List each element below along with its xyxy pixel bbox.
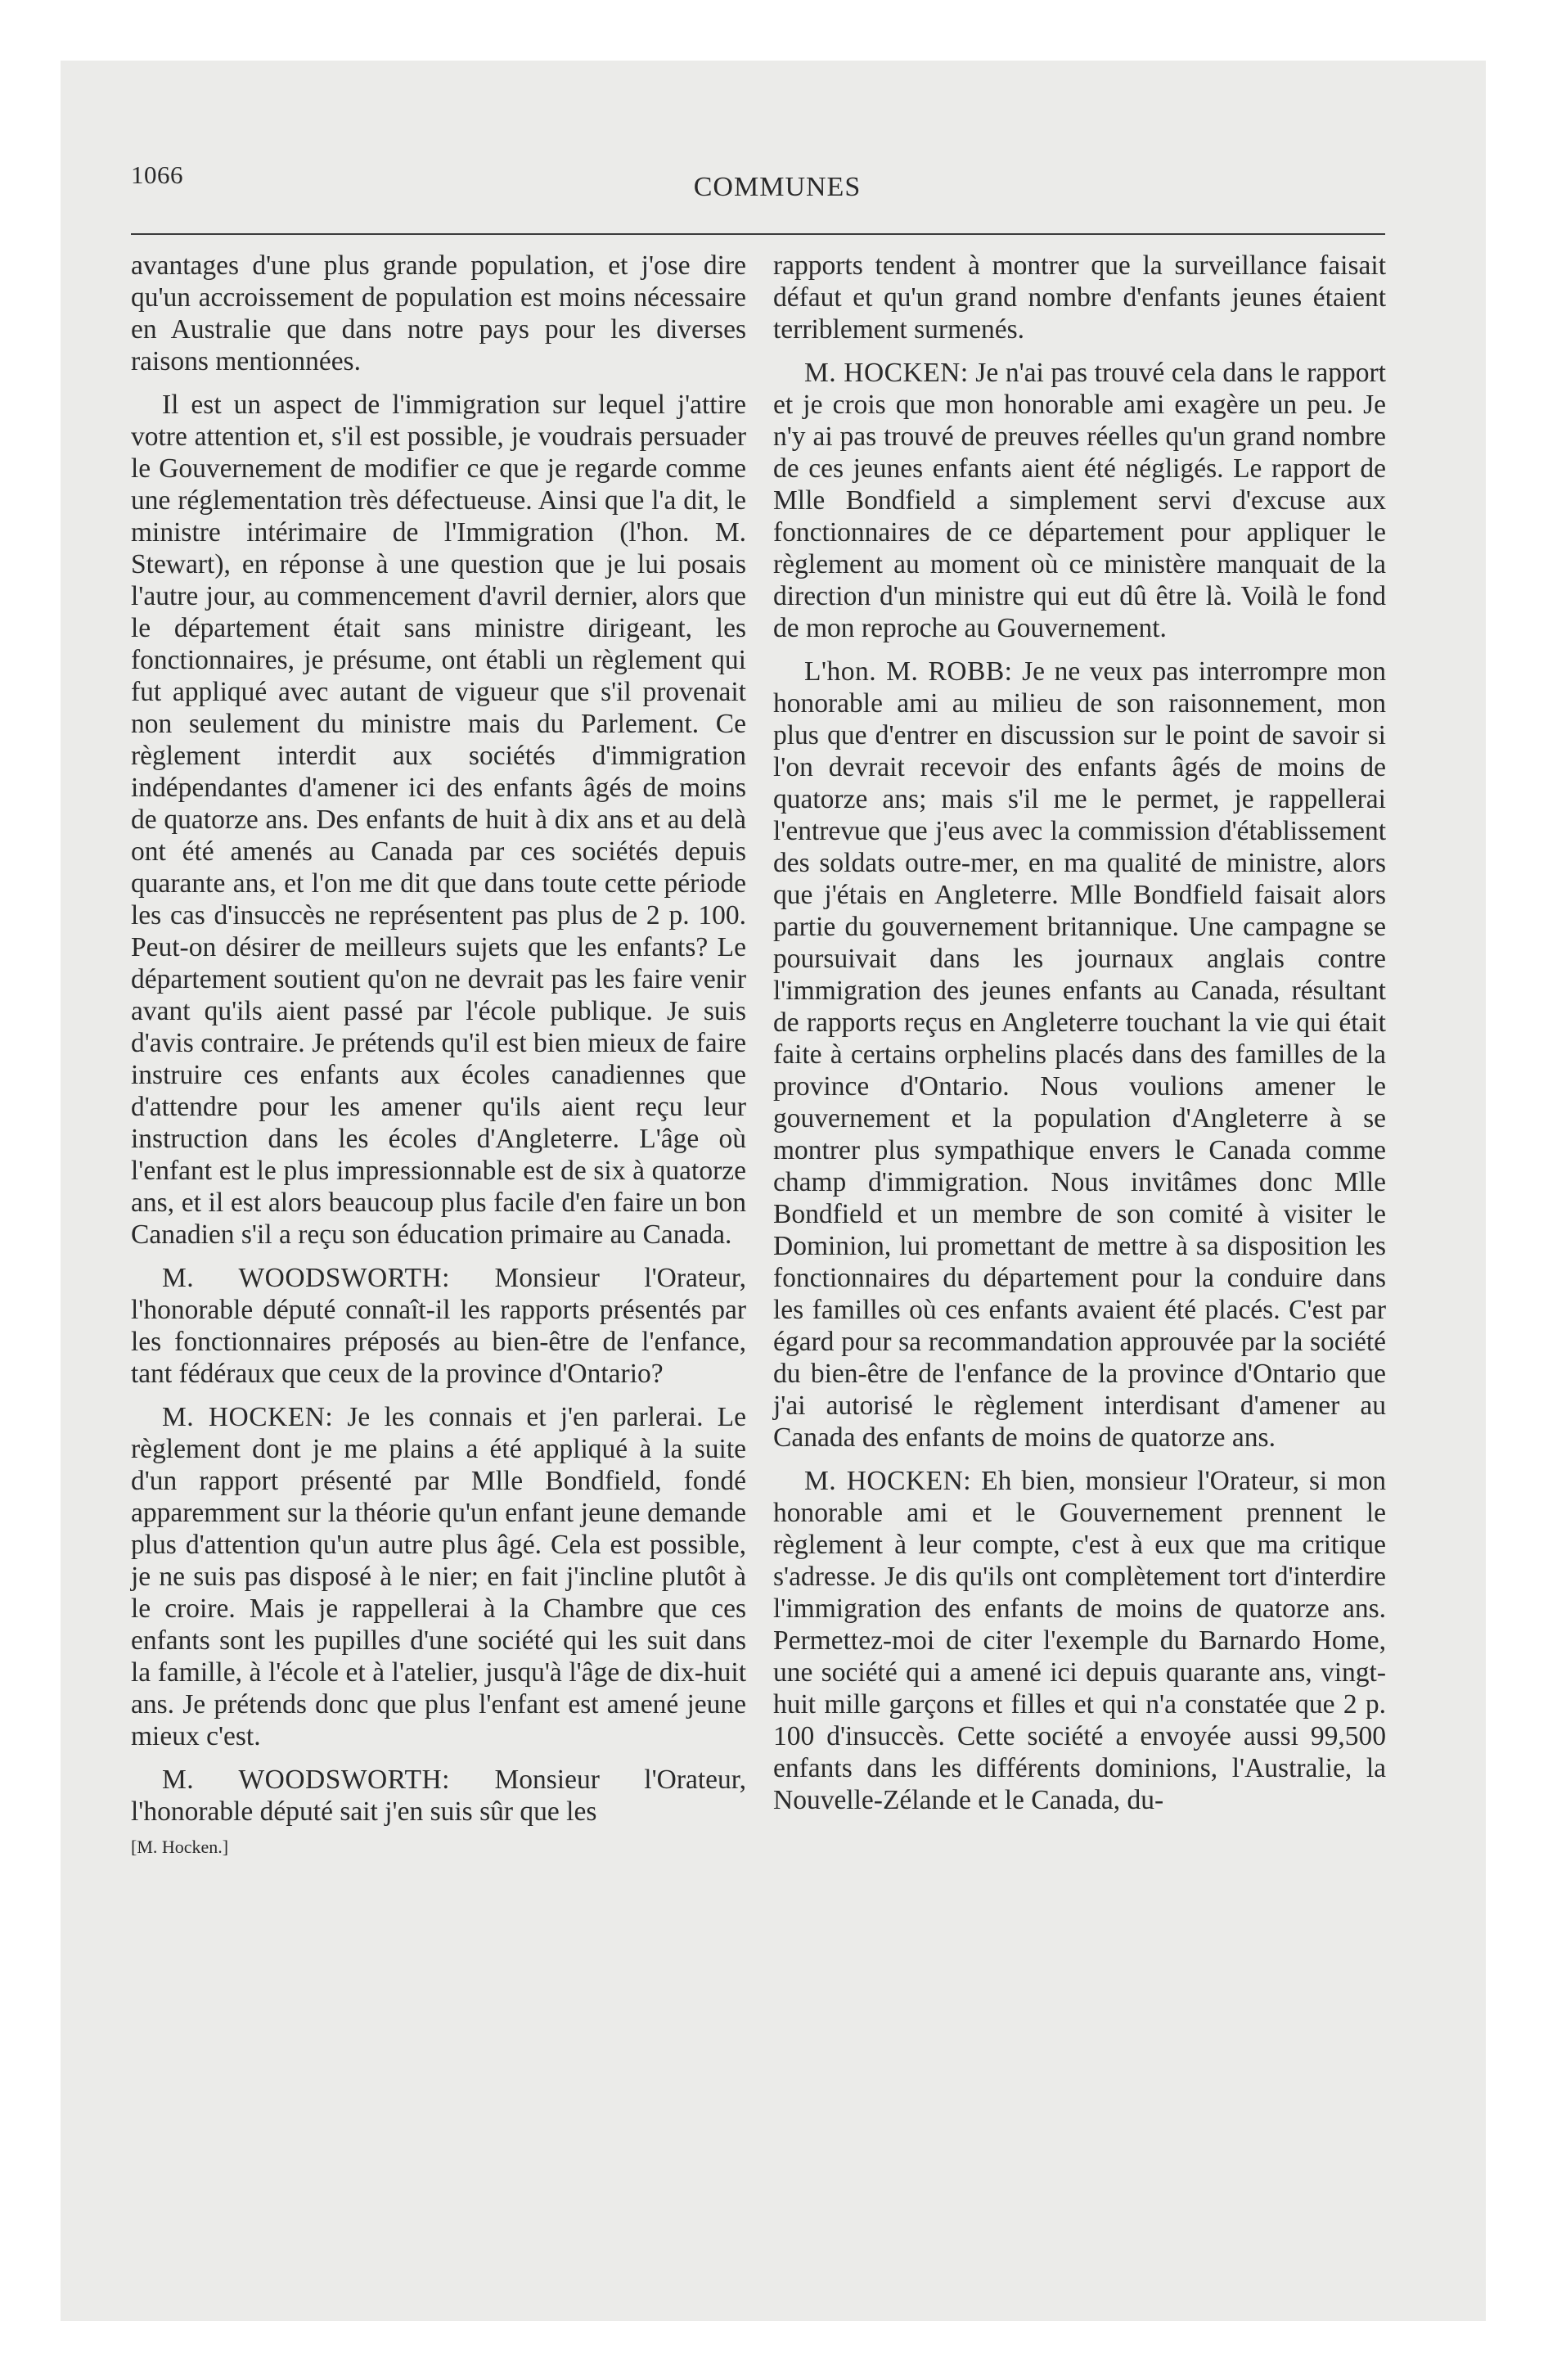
speech-text: Je ne veux pas interrompre mon honorable ami au milieu de son raisonnement, mon plus que d'entrer en discussion sur le point de savoir si l'on devrait recevoir des enfants âgés de moins de quatorze ans; mais s'il me le permet, je rappellerai l'entrevue que j'eus avec la commission d'établissement des soldats outre-mer, en ma qualité de ministre, alors que j'étais en Angleterre. Mlle Bondfield faisait alors partie du gouvernement britannique. Une campagne se poursuivait dans les journaux anglais contre l'immigration des jeunes enfants au Canada, résultant de rapports reçus en Angleterre touchant la vie qui était faite à certains orphelins placés dans des familles de la province d'Ontario. Nous voulions amener le gouvernement et la population d'Angleterre à se montrer plus sympathique envers le Canada comme champ d'immigration. Nous invitâmes donc Mlle Bondfield et un membre de son comité à visiter le Dominion, lui promettant de mettre à sa disposition les fonctionnaires du département pour la conduire dans les familles où ces enfants avaient été placés. C'est par égard pour sa recommandation approuvée par la société du bien-être de l'enfance de la province d'Ontario que j'ai autorisé le règlement interdisant d'amener au Canada des enfants de moins de quatorze ans. — [773, 656, 1387, 1453]
page-number: 1066 — [131, 160, 183, 189]
header-rule — [131, 233, 1385, 235]
speech-paragraph — [131, 1764, 746, 1828]
speech-text: Je les connais et j'en parlerai. Le règlement dont je me plains a été appliqué à la suite d'un rapport présenté par Mlle Bondfield, fondé apparemment sur la théorie qu'un enfant jeune demande plus d'attention qu'un autre plus âgé. Cela est possible, je ne suis pas disposé à le nier; en fait j'incline plutôt à le croire. Mais je rappellerai à la Chambre que ces enfants sont les pupilles d'une société qui les suit dans la famille, à l'école et à l'atelier, jusqu'à l'âge de dix-huit ans. Je prétends donc que plus l'enfant est amené jeune mieux c'est. — [131, 1402, 746, 1751]
speech-text: Monsieur l'Orateur, l'honorable député sait j'en suis sûr que les — [131, 1765, 746, 1827]
speech-paragraph — [773, 656, 1386, 1454]
speech-paragraph — [131, 1262, 746, 1390]
left-column — [131, 250, 746, 1863]
paragraph-text: Il est un aspect de l'immigration sur lequel j'attire votre attention et, s'il est possible, je voudrais persuader le Gouvernement de modifier ce que je regarde comme une réglementation très défectueuse. Ainsi que l'a dit, le ministre intérimaire de l'Immigration (l'hon. M. Stewart), en réponse à une question que je lui posais l'autre jour, au commencement d'avril dernier, alors que le département était sans ministre dirigeant, les fonctionnaires, je présume, ont établi un règlement qui fut appliqué avec autant de vigueur que s'il provenait non seulement du ministre mais du Parlement. Ce règlement interdit aux sociétés d'immigration indépendantes d'amener ici des enfants âgés de moins de quatorze ans. Des enfants de huit à dix ans et au delà ont été amenés au Canada par ces sociétés depuis quarante ans, et l'on me dit que dans toute cette période les cas d'insuccès ne représentent pas plus de 2 p. 100. Peut-on désirer de meilleurs sujets que les enfants? Le département soutient qu'on ne devrait pas les faire venir avant qu'ils aient passé par l'école publique. Je suis d'avis contraire. Je prétends qu'il est bien mieux de faire instruire ces enfants aux écoles canadiennes que d'attendre pour les amener qu'ils aient reçu leur instruction dans les écoles d'Angleterre. L'âge où l'enfant est le plus impressionnable est de six à quatorze ans, et il est alors beaucoup plus facile d'en faire un bon Canadien s'il a reçu son éducation primaire au Canada. — [131, 390, 746, 1250]
speaker-name: M. HOCKEN: — [162, 1402, 334, 1432]
paragraph — [131, 389, 746, 1251]
running-head: COMMUNES — [693, 172, 862, 202]
right-column — [773, 250, 1386, 1828]
paragraph — [131, 250, 746, 377]
speaker-name: L'hon. M. ROBB: — [804, 656, 1013, 687]
footer-citation: [M. Hocken.] — [131, 1837, 229, 1857]
paragraph — [773, 250, 1386, 345]
speaker-name: M. WOODSWORTH: — [162, 1765, 450, 1795]
speech-paragraph — [773, 357, 1386, 644]
paragraph-text: avantages d'une plus grande population, et j'ose dire qu'un accroissement de population est moins nécessaire en Australie que dans notre pays pour les diverses raisons mentionnées. — [131, 250, 746, 376]
speaker-name: M. HOCKEN: — [804, 358, 969, 388]
speech-text: Je n'ai pas trouvé cela dans le rapport et je crois que mon honorable ami exagère un peu. Je n'y ai pas trouvé de preuves réelles qu'un grand nombre de ces jeunes enfants aient été négligés. Le rapport de Mlle Bondfield a simplement servi d'excuse aux fonctionnaires de ce département pour appliquer le règlement au moment où ce ministère manquait de la direction d'un ministre qui eut dû être là. Voilà le fond de mon reproche au Gouvernement. — [773, 358, 1386, 643]
speech-text: Monsieur l'Orateur, l'honorable député connaît-il les rapports présentés par les fonctionnaires préposés au bien-être de l'enfance, tant fédéraux que ceux de la province d'Ontario? — [131, 1263, 746, 1389]
speaker-name: M. HOCKEN: — [804, 1466, 972, 1496]
speaker-name: M. WOODSWORTH: — [162, 1263, 450, 1293]
speech-text: Eh bien, monsieur l'Orateur, si mon honorable ami et le Gouvernement prennent le règlement à leur compte, c'est à eux que ma critique s'adresse. Je dis qu'ils ont complètement tort d'interdire l'immigration des enfants de moins de quatorze ans. Permettez-moi de citer l'exemple du Barnardo Home, une société qui a amené ici depuis quarante ans, vingt-huit mille garçons et filles et qui n'a constatée que 2 p. 100 d'insuccès. Cette société a envoyée aussi 99,500 enfants dans les différents dominions, l'Australie, la Nouvelle-Zélande et le Canada, du- — [773, 1466, 1386, 1815]
paragraph-text: rapports tendent à montrer que la surveillance faisait défaut et qu'un grand nombre d'enfants jeunes étaient terriblement surmenés. — [773, 250, 1386, 345]
speech-paragraph — [773, 1465, 1386, 1816]
speech-paragraph — [131, 1401, 746, 1752]
